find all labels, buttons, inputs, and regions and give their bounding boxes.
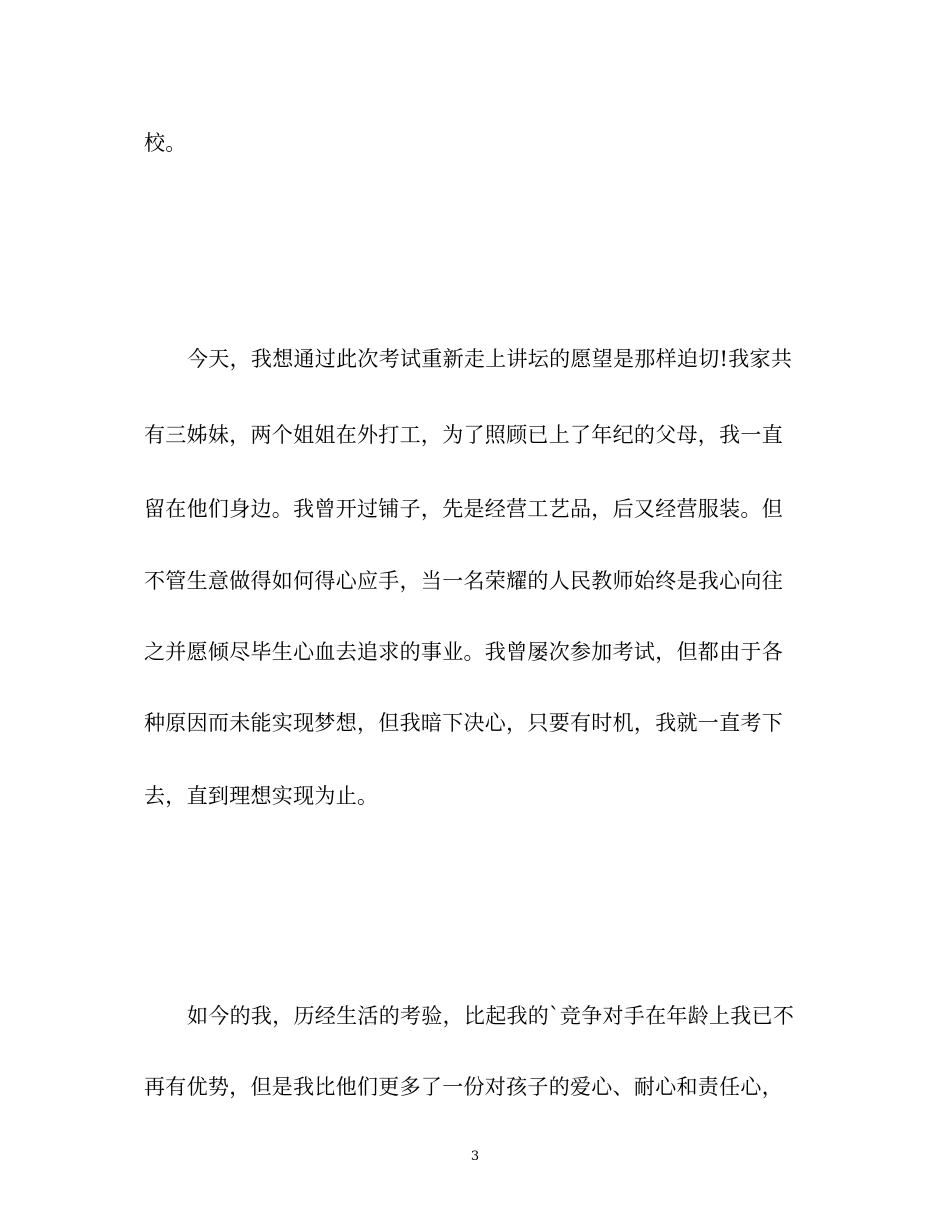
paragraph-2-line-1: 今天，我想通过此次考试重新走上讲坛的愿望是那样迫切!我家共 (187, 347, 793, 371)
paragraph-3-line-1: 如今的我，历经生活的考验，比起我的`竞争对手在年龄上我已不 (187, 1004, 795, 1028)
paragraph-2-line-6: 种原因而未能实现梦想，但我暗下决心，只要有时机，我就一直考下 (144, 711, 783, 735)
paragraph-2-line-5: 之并愿倾尽毕生心血去追求的事业。我曾屡次参加考试，但都由于各 (144, 640, 783, 664)
paragraph-2-line-3: 留在他们身边。我曾开过铺子，先是经营工艺品，后又经营服装。但 (144, 497, 783, 521)
paragraph-2-line-7: 去，直到理想实现为止。 (144, 784, 379, 808)
paragraph-3-line-2: 再有优势，但是我比他们更多了一份对孩子的爱心、耐心和责任心， (144, 1075, 783, 1099)
page-number: 3 (470, 1149, 480, 1164)
paragraph-1-line-1: 校。 (144, 131, 187, 155)
paragraph-2-line-2: 有三姊妹，两个姐姐在外打工，为了照顾已上了年纪的父母，我一直 (144, 423, 783, 447)
paragraph-2-line-4: 不管生意做得如何得心应手，当一名荣耀的人民教师始终是我心向往 (144, 569, 783, 593)
